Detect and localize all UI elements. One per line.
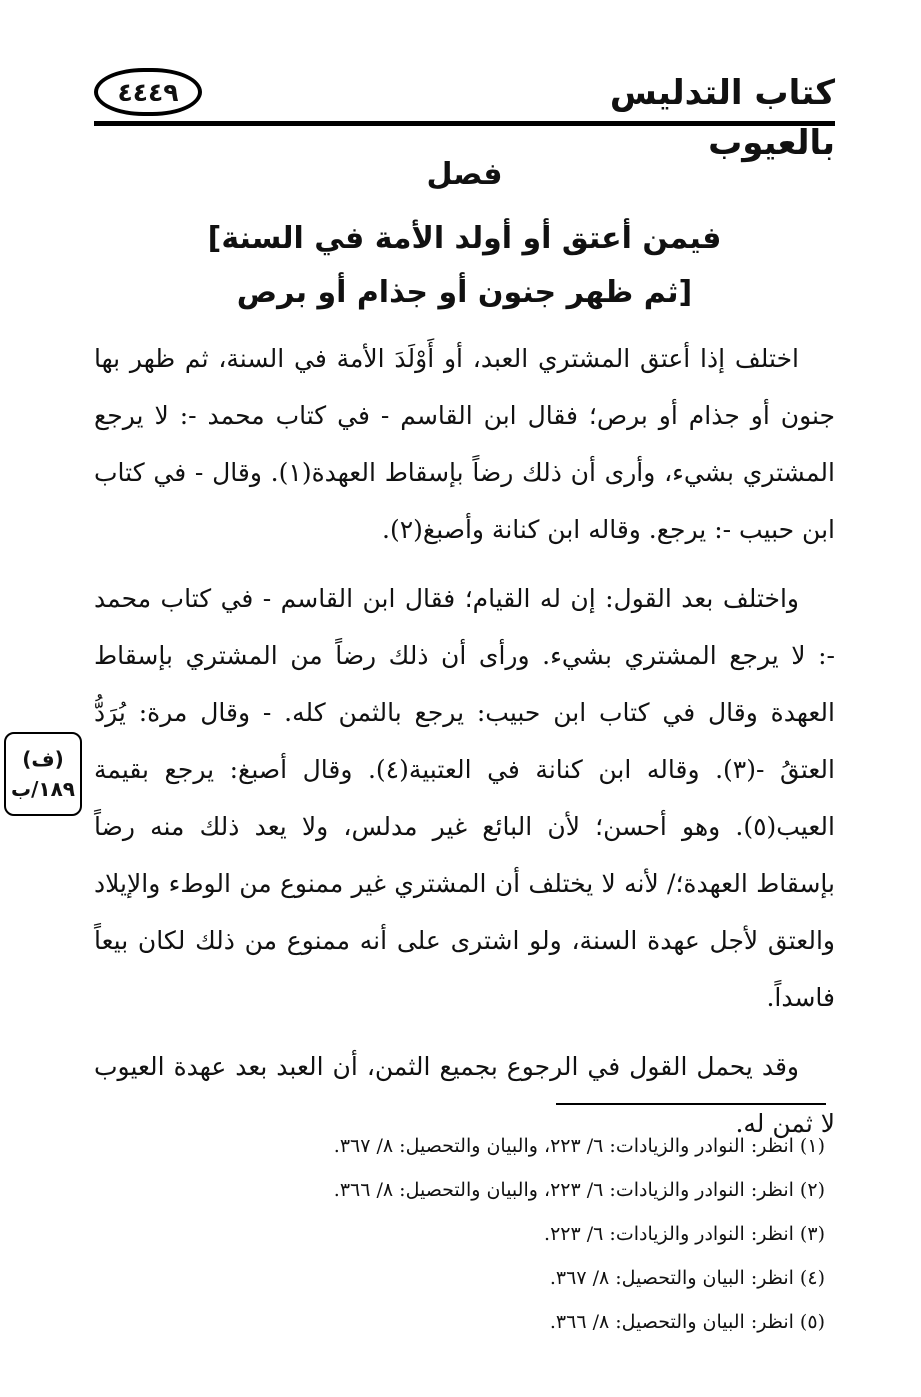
running-header-title: كتاب التدليس بالعيوب: [609, 73, 835, 163]
section-title-line-2: ثم ظهر جنون أو جذام أو برص]: [236, 275, 693, 310]
page-number: ٤٤٤٩: [94, 68, 202, 116]
paragraph: اختلف إذا أعتق المشتري العبد، أو أَوْلَدَ الأمة في السنة، ثم ظهر بها جنون أو جذام أو برص؛ فقال ابن القاسم - في كتاب محمد -: لا يرجع المشتري بشيء، وأرى أن ذلك رضاً بإسقاط العهدة(١). وقال - في كتاب ابن حبيب -: يرجع. وقاله ابن كنانة وأصبغ(٢).: [94, 344, 835, 544]
section-title-line-1: [فيمن أعتق أو أولد الأمة في السنة: [207, 221, 722, 256]
manuscript-folio-note: [4, 732, 82, 816]
footnote: (٥) انظر: البيان والتحصيل: ٨/ ٣٦٦.: [549, 1311, 825, 1333]
footnote: (٤) انظر: البيان والتحصيل: ٨/ ٣٦٧.: [549, 1267, 825, 1289]
footnotes-list: [94, 1124, 825, 1344]
footnote: (١) انظر: النوادر والزيادات: ٦/ ٢٢٣، والبيان والتحصيل: ٨/ ٣٦٧.: [333, 1135, 825, 1157]
paragraph: واختلف بعد القول: إن له القيام؛ فقال ابن القاسم - في كتاب محمد -: لا يرجع المشتري بشيء. ورأى أن ذلك رضاً من المشتري بإسقاط العهدة وقال في كتاب ابن حبيب: يرجع بالثمن كله. - وقال مرة: يُرَدُّ العتقُ -(٣). وقاله ابن كنانة في العتبية(٤). وقال أصبغ: يرجع بقيمة العيب(٥). وهو أحسن؛ لأن البائع غير مدلس، ولا يعد ذلك منه رضاً بإسقاط العهدة؛/ لأنه لا يختلف أن المشتري غير ممنوع من الوطء والإيلاد والعتق لأجل عهدة السنة، ولو اشترى على أنه ممنوع من ذلك لكان بيعاً فاسداً.: [94, 584, 835, 1012]
header-rule: [94, 121, 835, 126]
main-text: [94, 330, 835, 1164]
folio-note-line-2: ١٨٩/ب: [10, 777, 76, 801]
section-label: فصل: [426, 157, 503, 192]
folio-note-line-1: (ف): [22, 747, 64, 771]
footnote: (٣) انظر: النوادر والزيادات: ٦/ ٢٢٣.: [544, 1223, 825, 1245]
paragraph: وقد يحمل القول في الرجوع بجميع الثمن، أن العبد بعد عهدة العيوب لا ثمن له.: [94, 1052, 835, 1138]
footnote-separator: [556, 1103, 826, 1105]
footnote: (٢) انظر: النوادر والزيادات: ٦/ ٢٢٣، والبيان والتحصيل: ٨/ ٣٦٦.: [333, 1179, 825, 1201]
